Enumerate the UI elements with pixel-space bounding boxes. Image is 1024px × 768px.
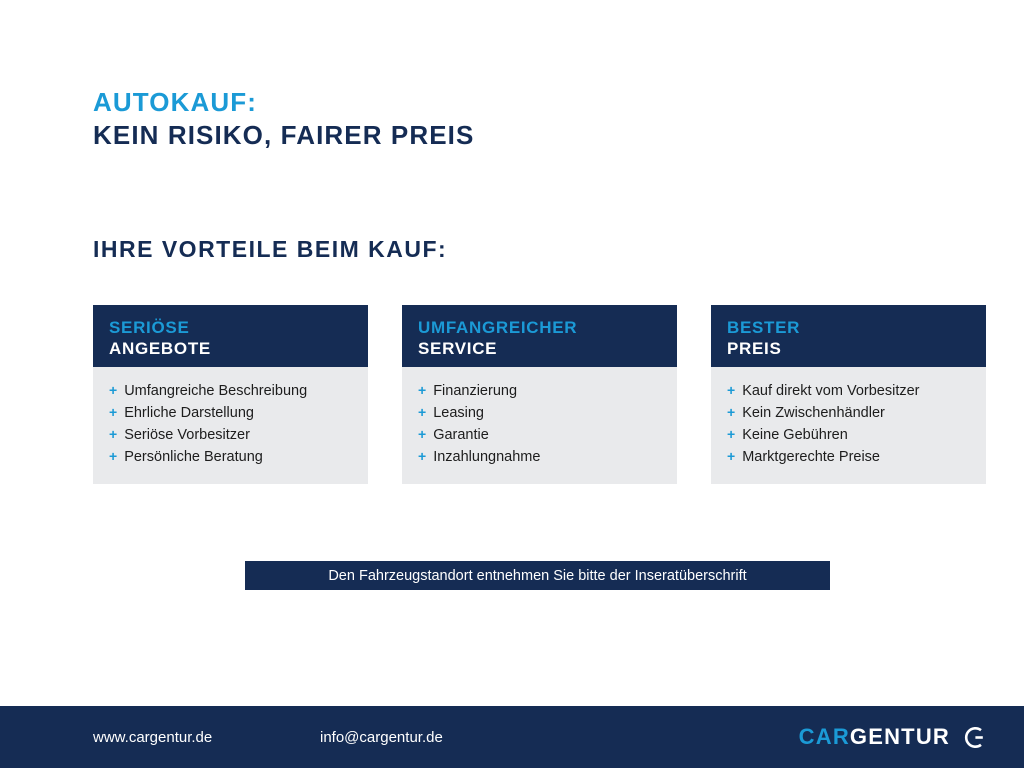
list-item-label: Marktgerechte Preise [742, 449, 880, 466]
brand-wordmark-part-2: GENTUR [849, 724, 950, 749]
status-badge [245, 561, 830, 590]
list-item-label: Finanzierung [433, 383, 518, 399]
section-title: IHRE VORTEILE BEIM KAUF: [93, 236, 448, 262]
card-title-main: ANGEBOTE [109, 338, 211, 358]
footer [0, 706, 1024, 768]
list-item-label: Kein Zwischenhändler [742, 405, 885, 422]
list-item [109, 424, 352, 446]
plus-icon: + [418, 448, 427, 465]
list-item-label: Keine Gebühren [742, 427, 848, 444]
benefit-card-offers [93, 305, 368, 484]
card-title-accent: UMFANGREICHER [418, 318, 578, 337]
list-item [727, 424, 970, 446]
footer-email-link[interactable]: info@cargentur.de [320, 728, 443, 746]
notice-text: Den Fahrzeugstandort entnehmen Sie bitte der Inseratüberschrift [328, 567, 747, 584]
brand-wordmark-part-1: CAR [798, 724, 850, 749]
list-item [727, 446, 970, 468]
page-title-line-2: KEIN RISIKO, FAIRER PREIS [93, 120, 475, 151]
list-item-label: Persönliche Beratung [124, 449, 263, 466]
card-title-main: SERVICE [418, 338, 498, 358]
card-header [93, 305, 368, 367]
card-body [93, 367, 368, 484]
footer-website-link[interactable]: www.cargentur.de [93, 728, 213, 746]
plus-icon: + [418, 426, 427, 443]
plus-icon: + [109, 382, 118, 398]
plus-icon: + [109, 426, 118, 443]
plus-icon: + [109, 404, 118, 421]
card-body [402, 367, 677, 484]
benefit-card-service [402, 305, 677, 484]
list-item [418, 424, 661, 446]
card-title-main: PREIS [727, 338, 782, 358]
card-body [711, 367, 986, 484]
list-item-label: Ehrliche Darstellung [124, 405, 254, 422]
list-item-label: Leasing [433, 405, 484, 422]
list-item [418, 446, 661, 468]
list-item [727, 402, 970, 424]
card-title-accent: SERIÖSE [109, 318, 190, 337]
list-item-label: Umfangreiche Beschreibung [124, 383, 308, 399]
plus-icon: + [109, 448, 118, 465]
plus-icon: + [727, 448, 736, 465]
list-item-label: Seriöse Vorbesitzer [124, 427, 250, 444]
cargentur-c-icon [961, 726, 984, 749]
card-title-accent: BESTER [727, 318, 801, 337]
brand-logo [799, 724, 984, 750]
plus-icon: + [727, 382, 736, 398]
plus-icon: + [418, 382, 427, 398]
card-header [711, 305, 986, 367]
list-item [418, 380, 661, 402]
plus-icon: + [727, 404, 736, 421]
list-item [418, 402, 661, 424]
list-item [109, 446, 352, 468]
page-title-line-1: AUTOKAUF: [93, 87, 257, 117]
list-item [109, 380, 352, 402]
plus-icon: + [418, 404, 427, 421]
card-header [402, 305, 677, 367]
list-item-label: Inzahlungnahme [433, 449, 541, 466]
page-title [93, 86, 474, 153]
list-item [109, 402, 352, 424]
list-item-label: Kauf direkt vom Vorbesitzer [742, 383, 920, 399]
list-item [727, 380, 970, 402]
benefit-cards [93, 305, 986, 484]
brand-wordmark [799, 724, 950, 750]
plus-icon: + [727, 426, 736, 443]
list-item-label: Garantie [433, 427, 489, 444]
benefit-card-price [711, 305, 986, 484]
